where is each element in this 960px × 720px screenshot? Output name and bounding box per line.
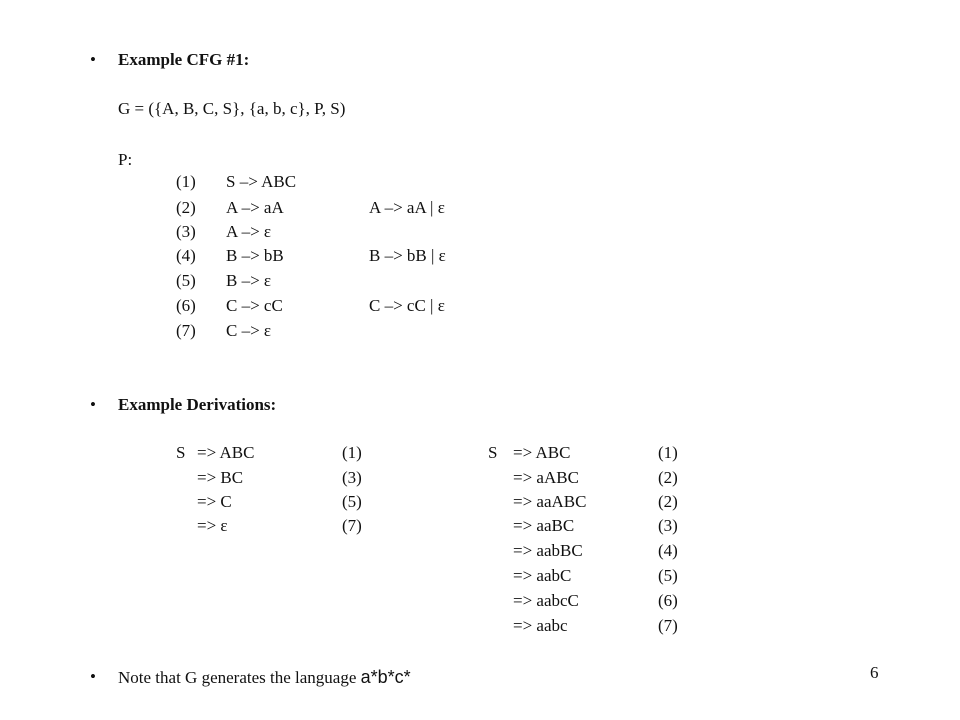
derivation-step: => ABC [513, 443, 571, 462]
derivation-step: => aabC [513, 566, 572, 585]
derivations-heading: Example Derivations: [118, 395, 277, 414]
derivation-step: => aaBC [513, 516, 575, 535]
bullet-2: • [90, 395, 96, 414]
derivation-step: => aabcC [513, 591, 579, 610]
rule-number: (5) [176, 271, 196, 290]
rule-number: (1) [176, 172, 196, 191]
grammar-definition: G = ({A, B, C, S}, {a, b, c}, P, S) [118, 99, 346, 118]
derivation-rule: (3) [658, 516, 678, 535]
derivation-rule: (5) [342, 492, 362, 511]
rule-text: B –> ε [226, 271, 272, 290]
rule-number: (6) [176, 296, 196, 315]
derivation-step: => aABC [513, 468, 579, 487]
language-expression: a*b*c* [360, 667, 411, 687]
derivation-rule: (5) [658, 566, 678, 585]
derivation-rule: (1) [342, 443, 362, 462]
start-symbol: S [488, 443, 498, 462]
derivation-rule: (7) [342, 516, 362, 535]
language-note [118, 667, 411, 688]
bullet-3: • [90, 667, 96, 686]
derivation-step: => aaABC [513, 492, 587, 511]
derivation-step: => BC [197, 468, 244, 487]
derivation-rule: (3) [342, 468, 362, 487]
derivation-step: => ABC [197, 443, 255, 462]
derivation-rule: (6) [658, 591, 678, 610]
derivation-step: => aabc [513, 616, 568, 635]
rule-number: (3) [176, 222, 196, 241]
derivation-rule: (4) [658, 541, 678, 560]
rule-number: (2) [176, 198, 196, 217]
productions-label: P: [118, 150, 133, 169]
derivation-step: => ε [197, 516, 228, 535]
derivation-rule: (2) [658, 492, 678, 511]
derivation-step: => aabBC [513, 541, 583, 560]
derivation-rule: (2) [658, 468, 678, 487]
rule-combined: A –> aA | ε [369, 198, 445, 217]
rule-text: A –> aA [226, 198, 284, 217]
rule-combined: C –> cC | ε [369, 296, 445, 315]
derivation-step: => C [197, 492, 232, 511]
note-text: Note that G generates the language [118, 668, 361, 687]
rule-combined: B –> bB | ε [369, 246, 446, 265]
rule-text: S –> ABC [226, 172, 297, 191]
rule-number: (4) [176, 246, 196, 265]
rule-text: C –> ε [226, 321, 272, 340]
bullet-1: • [90, 50, 96, 69]
rule-text: A –> ε [226, 222, 272, 241]
rule-text: C –> cC [226, 296, 283, 315]
rule-number: (7) [176, 321, 196, 340]
rule-text: B –> bB [226, 246, 284, 265]
derivation-rule: (1) [658, 443, 678, 462]
page-number: 6 [870, 663, 879, 682]
start-symbol: S [176, 443, 186, 462]
derivation-rule: (7) [658, 616, 678, 635]
cfg-heading: Example CFG #1: [118, 50, 250, 69]
